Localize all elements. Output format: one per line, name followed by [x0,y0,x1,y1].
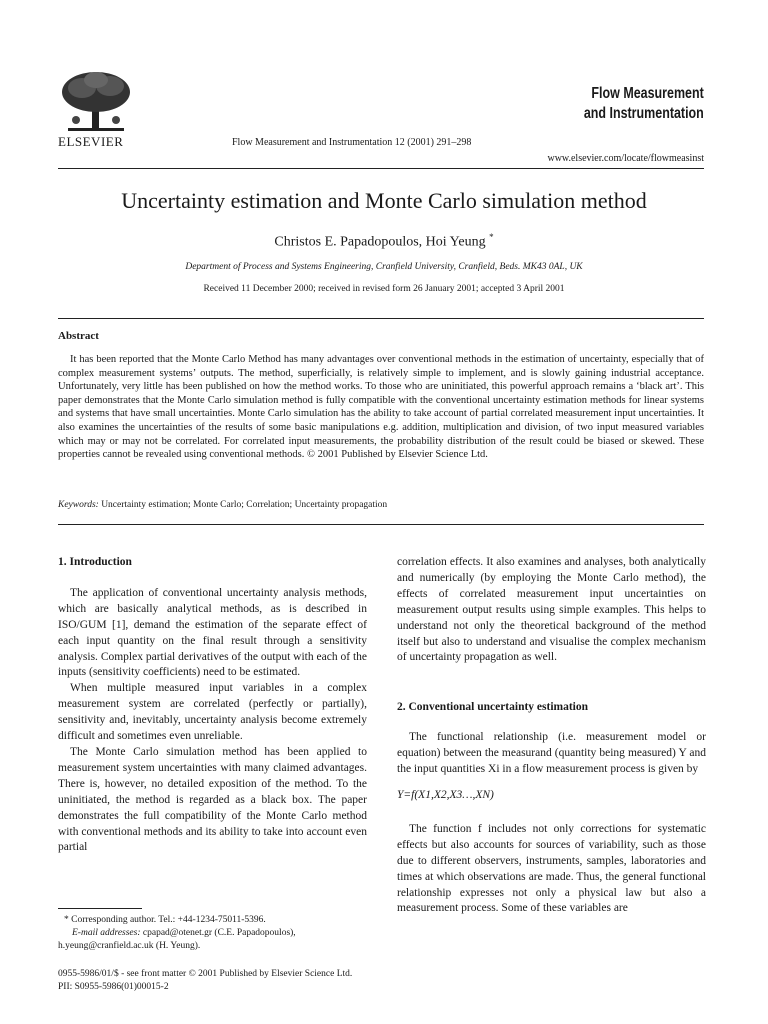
author-affiliation: Department of Process and Systems Engineering, Cranfield University, Cranfield, Beds. MK43 0AL, UK [185,262,583,272]
journal-title-line2: and Instrumentation [584,105,704,122]
pii-line: PII: S0955-5986(01)00015-2 [58,982,169,992]
email-address-1[interactable]: cpapad@otenet.gr (C.E. Papadopoulos), [142,928,296,938]
email-address-2[interactable]: h.yeung@cranfield.ac.uk (H. Yeung). [58,941,201,951]
keywords-list: Uncertainty estimation; Monte Carlo; Correlation; Uncertainty propagation [101,500,388,510]
section-2-paragraph-2: The function f includes not only corrections for systematic effects but also accounts for sources of variability, such as those due to different observers, instruments, samples, laboratories and times at which observations are made. Thus, the general functional relationship expresses not only a physical law but also a measurement process. Some of these variables are [397,822,706,915]
issn-line: 0955-5986/01/$ - see front matter © 2001 Published by Elsevier Science Ltd. [58,969,353,979]
header-divider [58,168,704,169]
journal-title-logo [584,84,704,124]
journal-title-line1: Flow Measurement [591,85,704,102]
corresponding-author-note: * Corresponding author. Tel.: +44-1234-75011-5396. [64,915,266,925]
article-title: Uncertainty estimation and Monte Carlo simulation method [121,188,647,213]
section-1-heading: 1. Introduction [58,556,132,568]
section-2-heading: 2. Conventional uncertainty estimation [397,701,589,714]
keywords-divider [58,524,704,525]
elsevier-tree-logo [58,70,148,134]
journal-reference: Flow Measurement and Instrumentation 12 (2001) 291–298 [232,137,472,148]
email-label: E-mail addresses: [72,928,141,938]
section-1-paragraph-3: The Monte Carlo simulation method has been applied to measurement system uncertainties with many claimed advantages. There is, however, no detailed exposition of the method. To the uninitiated, the method is regarded as a black box. The paper demonstrates the full compatibility of the Monte Carlo method with conventional methods and its ability to take into account even partial [58,745,367,854]
abstract-text: It has been reported that the Monte Carlo Method has many advantages over conventional methods in the estimation of uncertainty, especially that of complex measurement systems’ outputs. The method, superficially, is relatively simple to implement, and is slowly gaining industrial acceptance. Unfortunately, very little has been published on how the method works. To those who are uninitiated, this powerful approach remains a ‘black art’. This paper demonstrates that the Monte Carlo simulation method is fully compatible with the conventional uncertainty estimation methods for linear systems and systems that have small uncertainties. Monte Carlo simulation has the ability to take account of partial correlated measurement input uncertainties. It also examines the uncertainties of the results of some basic manipulations e.g. addition, multiplication and division, of two input measured variables which may or may not be correlated. For correlated input measurements, the probability distribution of the result could be biased or skewed. These properties cannot be revealed using conventional methods. © 2001 Published by Elsevier Science Ltd. [58,354,704,461]
author-names: Christos E. Papadopoulos, Hoi Yeung [274,234,486,250]
keywords-label: Keywords: [58,500,99,510]
keywords [58,500,387,510]
left-column [58,555,367,856]
section-2-paragraph-1: The functional relationship (i.e. measurement model or equation) between the measurand (quantity being measured) Y and the input quantities Xi in a flow measurement process is given by [397,731,706,776]
abstract-divider [58,318,704,319]
equation-1: Y=f(X1,X2,X3…,XN) [397,788,494,801]
publisher-name: ELSEVIER [58,134,124,149]
right-column [397,555,706,917]
received-dates: Received 11 December 2000; received in revised form 26 January 2001; accepted 3 April 2001 [203,284,565,294]
footnote-divider [58,908,142,909]
footnote [58,914,367,953]
right-column-paragraph-1: correlation effects. It also examines and analyses, both analytically and numerically (by employing the Monte Carlo method), the effects of correlated measurement input uncertainties on measurement output results using simple examples. This helps to understand not only the theoretical background of the method itself but also to understand and visualise the complex mechanism of uncertainty propagation as well. [397,556,706,664]
journal-url[interactable]: www.elsevier.com/locate/flowmeasinst [547,153,704,164]
abstract-heading: Abstract [58,330,99,342]
section-1-paragraph-1: The application of conventional uncertainty analysis methods, which are basically analytical methods, as is described in ISO/GUM [1], demand the estimation of the separate effect of each input quantity on the final result through a sensitivity analysis. Complex partial derivatives of the output with each of the inputs (sensitivity coefficients) need to be estimated. [58,586,367,679]
corresponding-author-mark[interactable]: * [489,232,494,242]
front-matter [58,968,352,994]
section-1-paragraph-2: When multiple measured input variables in a complex measurement system are correlated (perfectly or partially), sensitivity and, inevitably, uncertainty analysis become extremely difficult and sometimes even unreliable. [58,682,367,743]
author-list [0,232,768,251]
